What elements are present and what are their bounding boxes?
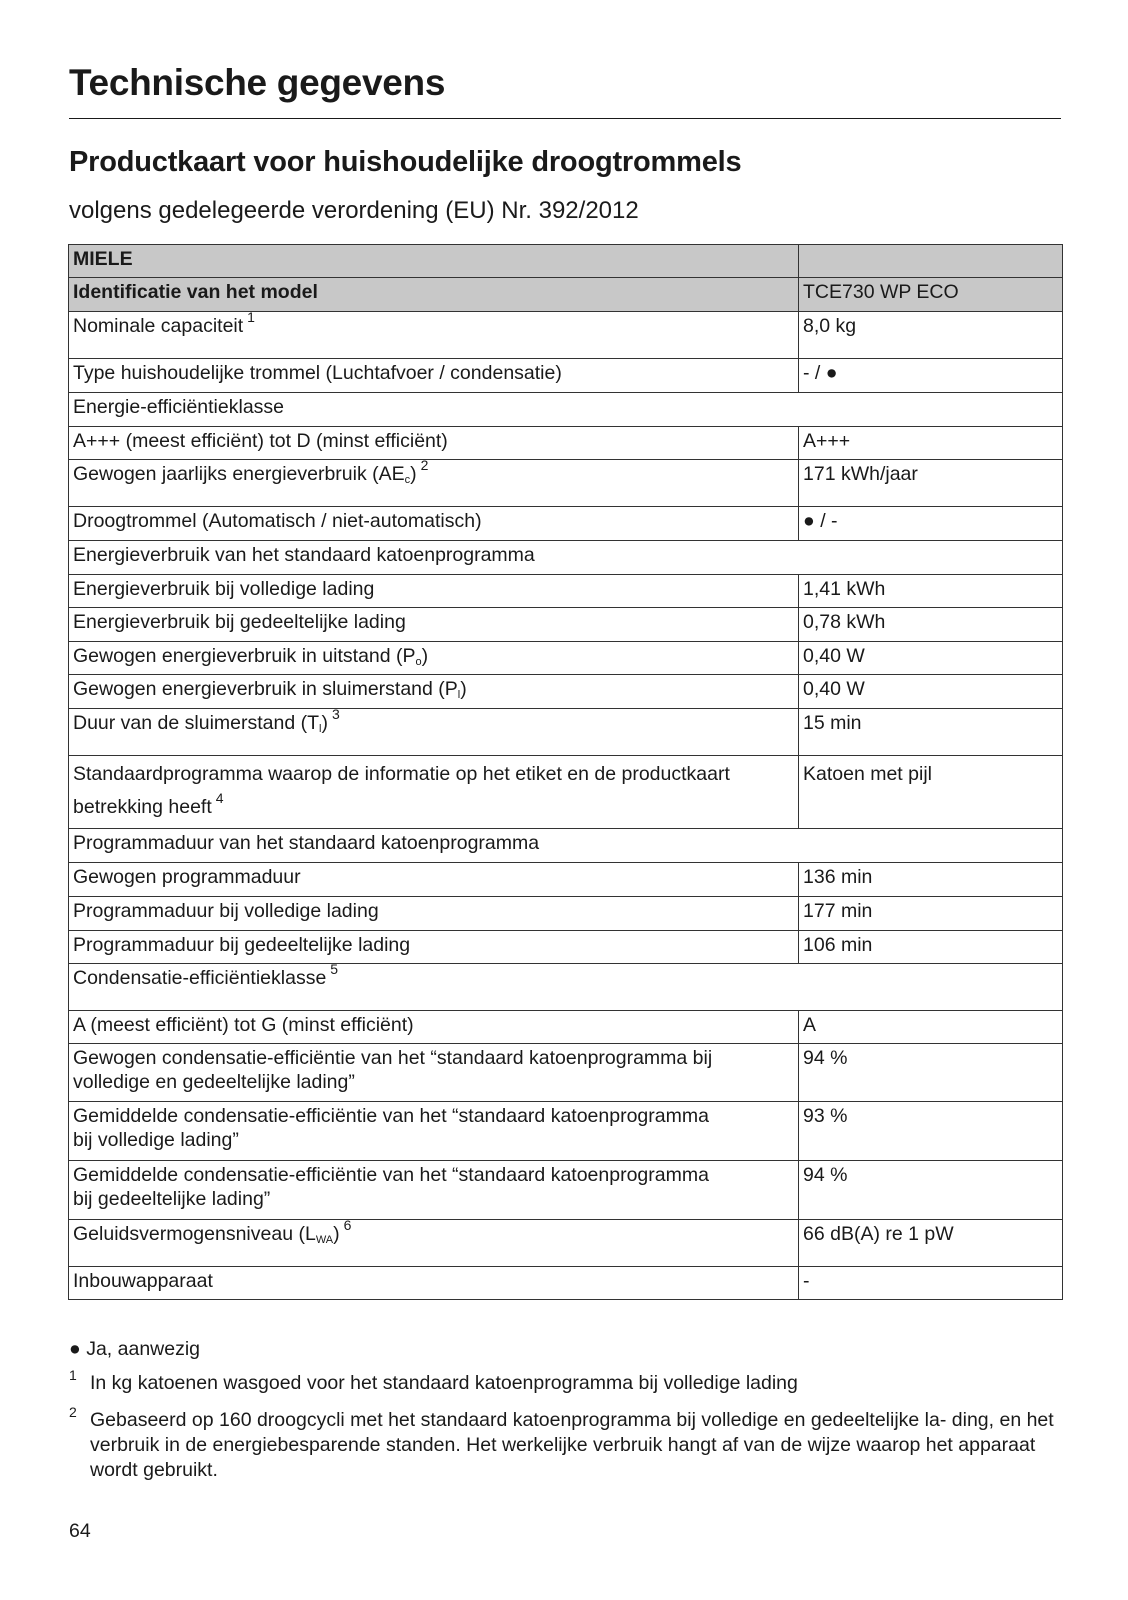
footnote-number: 2: [69, 1404, 77, 1420]
label-text-line2: bij gedeeltelijke lading”: [73, 1188, 271, 1210]
footnotes-section: [69, 1338, 1059, 1495]
row-value: Katoen met pijl: [799, 756, 1063, 829]
row-label: [69, 1217, 799, 1267]
label-text: Gewogen energieverbruik in sluimerstand (P: [73, 678, 458, 700]
cond-weighted-row: [69, 1044, 1063, 1102]
footnote: [69, 1404, 1059, 1483]
row-value: 0,40 W: [799, 675, 1063, 709]
legend-text: Ja, aanwezig: [86, 1338, 201, 1360]
row-label: Programmaduur bij volledige lading: [69, 897, 799, 931]
footnote-text: Gebaseerd op 160 droogcycli met het standaard katoenprogramma bij volledige en gedeeltelijke la- ding, en het verbruik in de energiebesparende standen. Het werkelijke verbruik hangt af van de wijze waarop het apparaat wordt gebruikt.: [90, 1409, 1054, 1481]
automatic-row: [69, 507, 1063, 541]
label-text-end: ): [410, 463, 417, 485]
row-label: [69, 1044, 799, 1102]
row-label: A+++ (meest efficiënt) tot D (minst efficiënt): [69, 427, 799, 460]
condensation-heading-row: [69, 964, 1063, 1011]
bullet-icon: ●: [69, 1338, 81, 1360]
footnote-ref: 1: [247, 309, 255, 325]
label-text: Condensatie-efficiëntieklasse: [73, 967, 327, 989]
row-label: Programmaduur bij gedeeltelijke lading: [69, 931, 799, 964]
label-text: Gewogen condensatie-efficiëntie van het “standaard katoenprogramma bij: [73, 1047, 713, 1069]
subscript: o: [415, 656, 422, 668]
row-value: 171 kWh/jaar: [799, 460, 1063, 507]
row-value: 106 min: [799, 931, 1063, 964]
row-value: 94 %: [799, 1044, 1063, 1102]
standard-program-row: [69, 756, 1063, 829]
model-label: Identificatie van het model: [69, 278, 799, 312]
section-title: Productkaart voor huishoudelijke droogtrommels: [69, 146, 742, 178]
cond-partial-row: [69, 1161, 1063, 1220]
row-value: 1,41 kWh: [799, 575, 1063, 608]
label-text: Nominale capaciteit: [73, 315, 244, 337]
row-label: A (meest efficiënt) tot G (minst efficiënt): [69, 1011, 799, 1044]
label-text: Gewogen energieverbruik in uitstand (P: [73, 645, 416, 667]
row-label: Programmaduur van het standaard katoenprogramma: [69, 829, 1063, 863]
row-value: 66 dB(A) re 1 pW: [799, 1220, 1063, 1267]
footnote-ref: 6: [343, 1217, 352, 1233]
left-on-mode-row: [69, 675, 1063, 709]
footnote: [69, 1367, 1059, 1396]
annual-energy-row: [69, 460, 1063, 507]
row-label: Gewogen programmaduur: [69, 863, 799, 897]
type-row: [69, 359, 1063, 393]
row-label: [69, 756, 799, 829]
row-value: 94 %: [799, 1161, 1063, 1220]
row-value: - / ●: [799, 359, 1063, 393]
label-text: Gemiddelde condensatie-efficiëntie van het “standaard katoenprogramma: [73, 1105, 709, 1127]
row-label: [69, 457, 799, 507]
label-text-line2: volledige en gedeeltelijke lading”: [73, 1071, 355, 1093]
off-mode-row: [69, 642, 1063, 675]
label-text-end: ): [333, 1223, 340, 1245]
energy-partial-row: [69, 608, 1063, 642]
energy-class-row: [69, 427, 1063, 460]
subscript: WA: [315, 1234, 334, 1246]
row-value: 93 %: [799, 1102, 1063, 1161]
row-value: -: [799, 1267, 1063, 1300]
model-row: [69, 278, 1063, 312]
label-text-line2: bij volledige lading”: [73, 1129, 239, 1151]
footnote-ref: 5: [330, 961, 339, 977]
title-divider: [69, 118, 1061, 119]
row-label: Energieverbruik van het standaard katoenprogramma: [69, 541, 1063, 575]
left-on-duration-row: [69, 709, 1063, 756]
row-value: 0,40 W: [799, 642, 1063, 675]
row-value: ● / -: [799, 507, 1063, 541]
noise-row: [69, 1220, 1063, 1267]
row-label: [69, 1102, 799, 1161]
cond-full-row: [69, 1102, 1063, 1161]
label-text: Gemiddelde condensatie-efficiëntie van het “standaard katoenprogramma: [73, 1164, 709, 1186]
subscript: c: [404, 474, 411, 486]
label-text: Geluidsvermogensniveau (L: [73, 1223, 316, 1245]
footnote-ref: 2: [420, 457, 429, 473]
row-label: Energie-efficiëntieklasse: [69, 393, 1063, 427]
energy-full-row: [69, 575, 1063, 608]
capacity-row: [69, 312, 1063, 359]
built-in-row: [69, 1267, 1063, 1300]
label-text-line2: betrekking heeft: [73, 796, 212, 818]
page-number: 64: [69, 1520, 91, 1542]
brand-label: MIELE: [69, 245, 799, 278]
energy-class-heading-row: [69, 393, 1063, 427]
regulation-subtitle: volgens gedelegeerde verordening (EU) Nr. 392/2012: [69, 197, 639, 224]
row-value: 177 min: [799, 897, 1063, 931]
footnote-ref: 3: [331, 706, 340, 722]
label-text: Standaardprogramma waarop de informatie op het etiket en de productkaart: [73, 763, 730, 785]
label-text-end: ): [321, 712, 328, 734]
subscript: l: [457, 689, 461, 701]
footnote-number: 1: [69, 1367, 77, 1383]
row-label: [69, 1161, 799, 1220]
weighted-duration-row: [69, 863, 1063, 897]
energy-std-heading-row: [69, 541, 1063, 575]
label-text: Duur van de sluimerstand (T: [73, 712, 320, 734]
model-value: TCE730 WP ECO: [799, 278, 1063, 312]
row-label: Inbouwapparaat: [69, 1267, 799, 1300]
brand-value: [799, 245, 1063, 278]
subscript: l: [319, 723, 322, 735]
label-text-end: ): [421, 645, 429, 667]
bullet-legend: [69, 1338, 1059, 1361]
row-label: Energieverbruik bij volledige lading: [69, 575, 799, 608]
product-fiche-table: [68, 244, 1063, 1300]
duration-heading-row: [69, 829, 1063, 863]
row-label: [69, 309, 799, 359]
row-label: Energieverbruik bij gedeeltelijke lading: [69, 608, 799, 642]
row-label: Droogtrommel (Automatisch / niet-automatisch): [69, 507, 799, 541]
row-value: A: [799, 1011, 1063, 1044]
row-label: [69, 706, 799, 756]
row-value: 136 min: [799, 863, 1063, 897]
label-text: Gewogen jaarlijks energieverbruik (AE: [73, 463, 405, 485]
row-label: [69, 675, 799, 709]
brand-row: [69, 245, 1063, 278]
row-value: 0,78 kWh: [799, 608, 1063, 642]
row-value: 8,0 kg: [799, 312, 1063, 359]
row-label: [69, 642, 799, 675]
row-label: Type huishoudelijke trommel (Luchtafvoer / condensatie): [69, 359, 799, 393]
footnote-text: In kg katoenen wasgoed voor het standaard katoenprogramma bij volledige lading: [90, 1372, 798, 1394]
condensation-class-row: [69, 1011, 1063, 1044]
page-title: Technische gegevens: [69, 62, 446, 103]
duration-full-row: [69, 897, 1063, 931]
row-label: [69, 961, 1063, 1011]
row-value: 15 min: [799, 709, 1063, 756]
label-text-end: ): [460, 678, 467, 700]
footnote-ref: 4: [215, 790, 224, 806]
duration-partial-row: [69, 931, 1063, 964]
row-value: A+++: [799, 427, 1063, 460]
